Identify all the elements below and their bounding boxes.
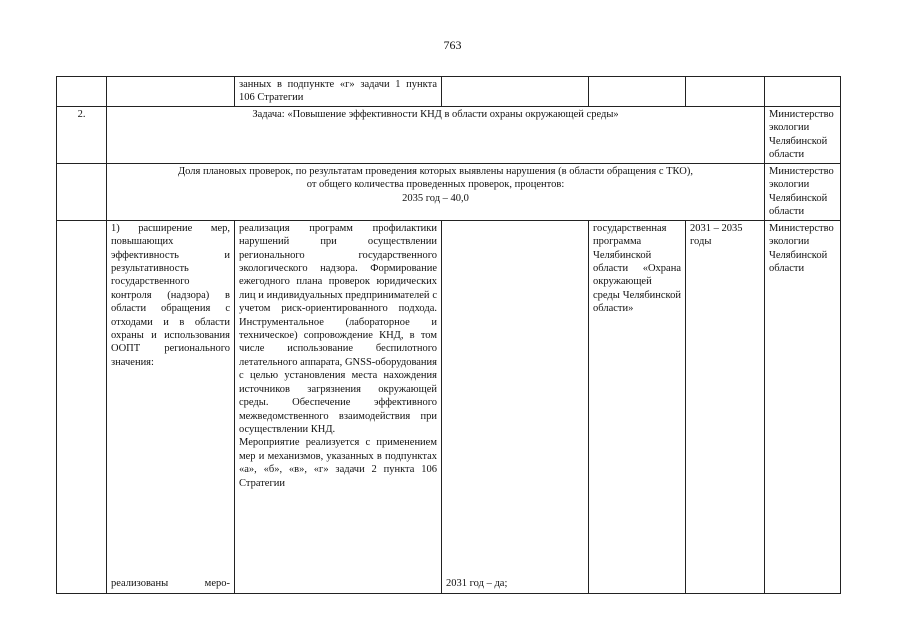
indicator-value-cell [442, 220, 589, 593]
period-cell: 2031 – 2035 годы [686, 220, 765, 593]
description-text-2: Мероприятие реализуется с применением мер и механизмов, указанных в подпунктах «а», «б», «в», «г» задачи 2 пункта 106 Стратегии [239, 437, 437, 489]
indicator-line-2: от общего количества проведенных проверок, процентов: [306, 179, 565, 191]
description-cell [235, 220, 442, 593]
task-title: Задача: «Повышение эффективности КНД в области охраны окружающей среды» [107, 106, 765, 163]
task-number: 2. [57, 106, 107, 163]
cell-period [686, 77, 765, 107]
cell-description: занных в подпункте «г» задачи 1 пункта 106 Стратегии [235, 77, 442, 107]
measure-cell [107, 220, 235, 593]
ministry-cell: Министерство экологии Челябинской области [765, 220, 841, 593]
table-row-indicator [57, 163, 841, 220]
measure-text: 1) расширение мер, повышающих эффективность и результативность государственного контроля (надзора) в области обращения с отходами и в области охраны и использования ООПТ регионального значения: [111, 222, 230, 368]
cell-ministry [765, 77, 841, 107]
indicator-value: 2031 год – да; [446, 578, 508, 590]
indicator-text [107, 163, 765, 220]
cell-empty [57, 163, 107, 220]
cell-indicator-value [442, 77, 589, 107]
table-row-task [57, 106, 841, 163]
task-ministry: Министерство экологии Челябинской области [765, 106, 841, 163]
description-text-1: реализация программ профилактики нарушений при осуществлении регионального государственного экологического надзора. Формирование ежегодного плана проверок юридических лиц и индивидуальных предпринимателей с учетом риск-ориентированного подхода. Инструментальное (лабораторное и техническое) сопровождение КНД, в том числе использование беспилотного летательного аппарата, GNSS-оборудования с целью установления места нахождения источников загрязнения окружающей среды. Обеспечение эффективного межведомственного взаимодействия при осуществлении КНД. [239, 222, 437, 435]
measure-continuation: реализованы меро- [111, 578, 230, 590]
program-cell: государственная программа Челябинской области «Охрана окружающей среды Челябинской области» [589, 220, 686, 593]
cell-empty [57, 220, 107, 593]
cell-program [589, 77, 686, 107]
cell-number [57, 77, 107, 107]
indicator-ministry: Министерство экологии Челябинской области [765, 163, 841, 220]
strategy-table [56, 76, 841, 594]
table-row-measure [57, 220, 841, 593]
indicator-line-3: 2035 год – 40,0 [402, 192, 469, 204]
indicator-line-1: Доля плановых проверок, по результатам проведения которых выявлены нарушения (в области обращения с ТКО), [177, 165, 694, 177]
table-row-continuation [57, 77, 841, 107]
page-number: 763 [443, 38, 462, 52]
cell-measure [107, 77, 235, 107]
